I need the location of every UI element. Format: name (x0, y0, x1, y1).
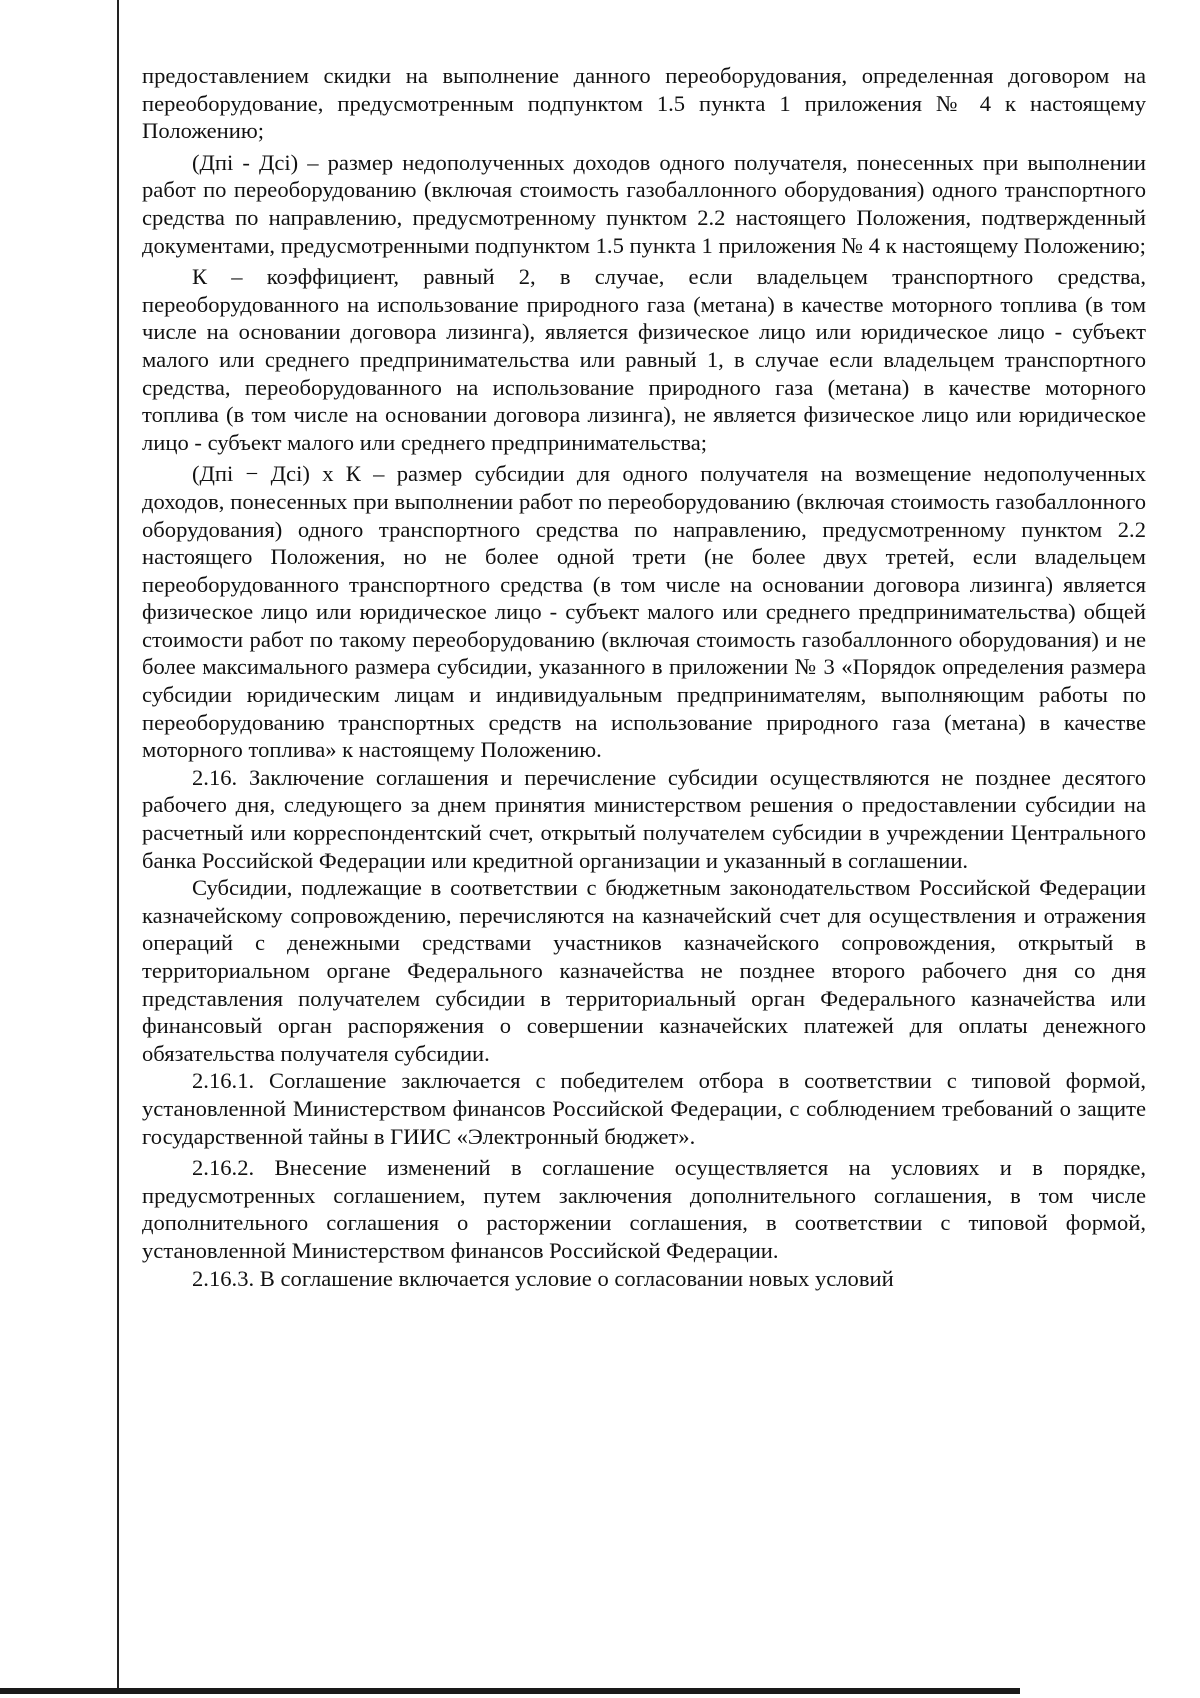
paragraph-3: К – коэффициент, равный 2, в случае, если владельцем транспортного средства, переоборудованного на использование природного газа (метана) в качестве моторного топлива (в том числе на основании договора лизинга), является физическое лицо или юридическое лицо - субъект малого или среднего предпринимательства или равный 1, в случае если владельцем транспортного средства, переоборудованного на использование природного газа (метана) в качестве моторного топлива (в том числе на основании договора лизинга), не является физическое лицо или юридическое лицо - субъект малого или среднего предпринимательства; (142, 264, 1146, 455)
paragraph-7: 2.16.1. Соглашение заключается с победителем отбора в соответствии с типовой формой, установленной Министерством финансов Российской Федерации, с соблюдением требований о защите государственной тайны в ГИИС «Электронный бюджет». (142, 1068, 1146, 1149)
paragraph-6: Субсидии, подлежащие в соответствии с бюджетным законодательством Российской Федерации казначейскому сопровождению, перечисляются на казначейский счет для осуществления и отражения операций с денежными средствами участников казначейского сопровождения, открытый в территориальном органе Федерального казначейства не позднее второго рабочего дня со дня представления получателем субсидии в территориальный орган Федерального казначейства или финансовый орган распоряжения о совершении казначейских платежей для оплаты денежного обязательства получателя субсидии. (142, 875, 1146, 1066)
paragraph-1: предоставлением скидки на выполнение данного переоборудования, определенная договором на переоборудование, предусмотренным подпунктом 1.5 пункта 1 приложения № 4 к настоящему Положению; (142, 63, 1146, 144)
paragraph-9: 2.16.3. В соглашение включается условие о согласовании новых условий (192, 1265, 894, 1291)
paragraph-5: 2.16. Заключение соглашения и перечисление субсидии осуществляются не позднее десятого рабочего дня, следующего за днем принятия министерством решения о предоставлении субсидии на расчетный или корреспондентский счет, открытый получателем субсидии в учреждении Центрального банка Российской Федерации или кредитной организации и указанный в соглашении. (142, 764, 1146, 873)
bottom-margin-rule (0, 1688, 1020, 1694)
left-margin-rule (117, 0, 119, 1690)
paragraph-8: 2.16.2. Внесение изменений в соглашение осуществляется на условиях и в порядке, предусмотренных соглашением, путем заключения дополнительного соглашения, в том числе дополнительного соглашения о расторжении соглашения, в соответствии с типовой формой, установленной Министерством финансов Российской Федерации. (142, 1155, 1146, 1263)
document-body (142, 62, 1146, 1292)
paragraph-4: (Дпi − Дci) x К – размер субсидии для одного получателя на возмещение недополученных доходов, понесенных при выполнении работ по переоборудованию (включая стоимость газобаллонного оборудования) одного транспортного средства по направлению, предусмотренному пунктом 2.2 настоящего Положения, но не более одной трети (не более двух третей, если владельцем переоборудованного транспортного средства (в том числе на основании договора лизинга) является физическое лицо или юридическое лицо - субъект малого или среднего предпринимательства) общей стоимости работ по такому переоборудованию (включая стоимость газобаллонного оборудования) и не более максимального размера субсидии, указанного в приложении № 3 «Порядок определения размера субсидии юридическим лицам и индивидуальным предпринимателям, выполняющим работы по переоборудованию транспортных средств на использование природного газа (метана) в качестве моторного топлива» к настоящему Положению. (142, 461, 1146, 763)
paragraph-2: (Дпi - Дci) – размер недополученных доходов одного получателя, понесенных при выполнении работ по переоборудованию (включая стоимость газобаллонного оборудования) одного транспортного средства по направлению, предусмотренному пунктом 2.2 настоящего Положения, подтвержденный документами, предусмотренными подпунктом 1.5 пункта 1 приложения № 4 к настоящему Положению; (142, 149, 1146, 258)
